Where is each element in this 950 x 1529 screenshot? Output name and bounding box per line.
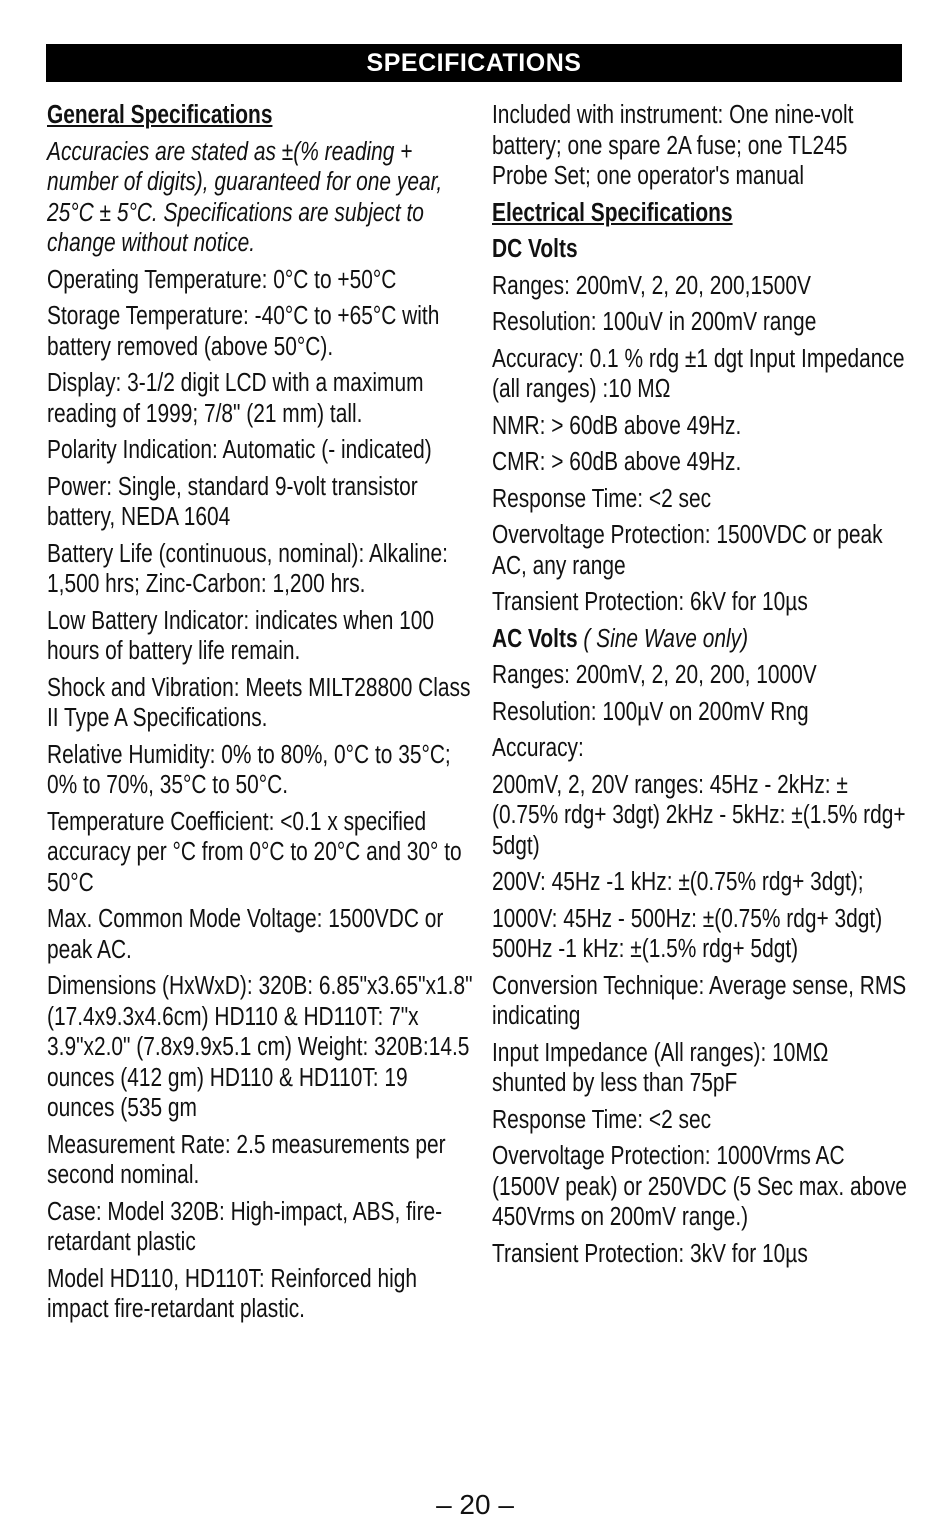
left-column xyxy=(47,100,478,1331)
spec-dimensions-weight: Dimensions (HxWxD): 320B: 6.85"x3.65"x1.8" (17.4x9.3x4.6cm) HD110 & HD110T: 7"x 3.9"x2.0" (7.8x9.9x5.1 cm) Weight: 320B:14.5 ounces (412 gm) HD110 & HD110T: 19 ounces (535 gm xyxy=(47,972,473,1122)
accuracy-intro: Accuracies are stated as ±(% reading + number of digits), guaranteed for one year, 25°C ± 5°C. Specifications are subject to change without notice. xyxy=(47,137,443,257)
ac-accuracy-200v: 200V: 45Hz -1 kHz: ±(0.75% rdg+ 3dgt); xyxy=(492,868,864,896)
ac-transient: Transient Protection: 3kV for 10µs xyxy=(492,1239,808,1268)
spec-display: Display: 3-1/2 digit LCD with a maximum reading of 1999; 7/8" (21 mm) tall. xyxy=(47,369,424,428)
ac-response-time: Response Time: <2 sec xyxy=(492,1105,712,1134)
ac-resolution: Resolution: 100µV on 200mV Rng xyxy=(492,697,809,726)
spec-case-hd110: Model HD110, HD110T: Reinforced high impact fire-retardant plastic. xyxy=(47,1264,417,1323)
spec-power: Power: Single, standard 9-volt transistor battery, NEDA 1604 xyxy=(47,472,418,531)
spec-common-mode-voltage: Max. Common Mode Voltage: 1500VDC or peak AC. xyxy=(47,905,444,964)
ac-ranges: Ranges: 200mV, 2, 20, 200, 1000V xyxy=(492,661,817,689)
dc-transient: Transient Protection: 6kV for 10µs xyxy=(492,588,808,616)
dc-overvoltage: Overvoltage Protection: 1500VDC or peak AC, any range xyxy=(492,521,883,580)
ac-overvoltage: Overvoltage Protection: 1000Vrms AC (1500V peak) or 250VDC (5 Sec max. above 450Vrms on 200mV range.) xyxy=(492,1142,907,1231)
ac-accuracy-low-ranges: 200mV, 2, 20V ranges: 45Hz - 2kHz: ±(0.75% rdg+ 3dgt) 2kHz - 5kHz: ±(1.5% rdg+ 5dgt) xyxy=(492,770,906,860)
ac-conversion: Conversion Technique: Average sense, RMS indicating xyxy=(492,971,907,1030)
spec-battery-life: Battery Life (continuous, nominal): Alkaline: 1,500 hrs; Zinc-Carbon: 1,200 hrs. xyxy=(47,539,448,598)
general-specs-heading: General Specifications xyxy=(47,101,273,129)
spec-humidity: Relative Humidity: 0% to 80%, 0°C to 35°C; 0% to 70%, 35°C to 50°C. xyxy=(47,740,451,799)
spec-included-items: Included with instrument: One nine-volt battery; one spare 2A fuse; one TL245 Probe Set; one operator's manual xyxy=(492,101,854,190)
page-title-banner: SPECIFICATIONS xyxy=(46,44,902,82)
dc-cmr: CMR: > 60dB above 49Hz. xyxy=(492,448,742,476)
dc-volts-heading: DC Volts xyxy=(492,235,578,263)
electrical-specs-heading: Electrical Specifications xyxy=(492,198,733,227)
spec-low-battery: Low Battery Indicator: indicates when 100 hours of battery life remain. xyxy=(47,606,435,665)
ac-volts-heading: AC Volts xyxy=(492,624,578,653)
spec-case-320b: Case: Model 320B: High-impact, ABS, fire-retardant plastic xyxy=(47,1197,443,1256)
ac-volts-note: ( Sine Wave only) xyxy=(583,624,749,653)
page-number: – 20 – xyxy=(436,1489,514,1520)
spec-measurement-rate: Measurement Rate: 2.5 measurements per second nominal. xyxy=(47,1130,446,1189)
spec-storage-temperature: Storage Temperature: -40°C to +65°C with battery removed (above 50°C). xyxy=(47,302,440,361)
dc-nmr: NMR: > 60dB above 49Hz. xyxy=(492,411,742,440)
ac-accuracy-label: Accuracy: xyxy=(492,734,584,762)
spec-polarity: Polarity Indication: Automatic (- indicated) xyxy=(47,436,432,464)
ac-input-impedance: Input Impedance (All ranges): 10MΩ shunted by less than 75pF xyxy=(492,1038,829,1097)
dc-ranges: Ranges: 200mV, 2, 20, 200,1500V xyxy=(492,271,811,300)
right-column xyxy=(492,100,909,1275)
dc-response-time: Response Time: <2 sec xyxy=(492,484,712,513)
spec-temp-coefficient: Temperature Coefficient: <0.1 x specified accuracy per °C from 0°C to 20°C and 30° to 50°C xyxy=(47,807,462,897)
ac-accuracy-1000v: 1000V: 45Hz - 500Hz: ±(0.75% rdg+ 3dgt) 500Hz -1 kHz: ±(1.5% rdg+ 5dgt) xyxy=(492,904,883,963)
ac-volts-heading-line xyxy=(492,624,909,655)
dc-accuracy: Accuracy: 0.1 % rdg ±1 dgt Input Impedance (all ranges) :10 MΩ xyxy=(492,344,905,403)
spec-shock-vibration: Shock and Vibration: Meets MILT28800 Class II Type A Specifications. xyxy=(47,673,471,732)
spec-operating-temperature: Operating Temperature: 0°C to +50°C xyxy=(47,265,397,294)
dc-resolution: Resolution: 100uV in 200mV range xyxy=(492,308,817,336)
